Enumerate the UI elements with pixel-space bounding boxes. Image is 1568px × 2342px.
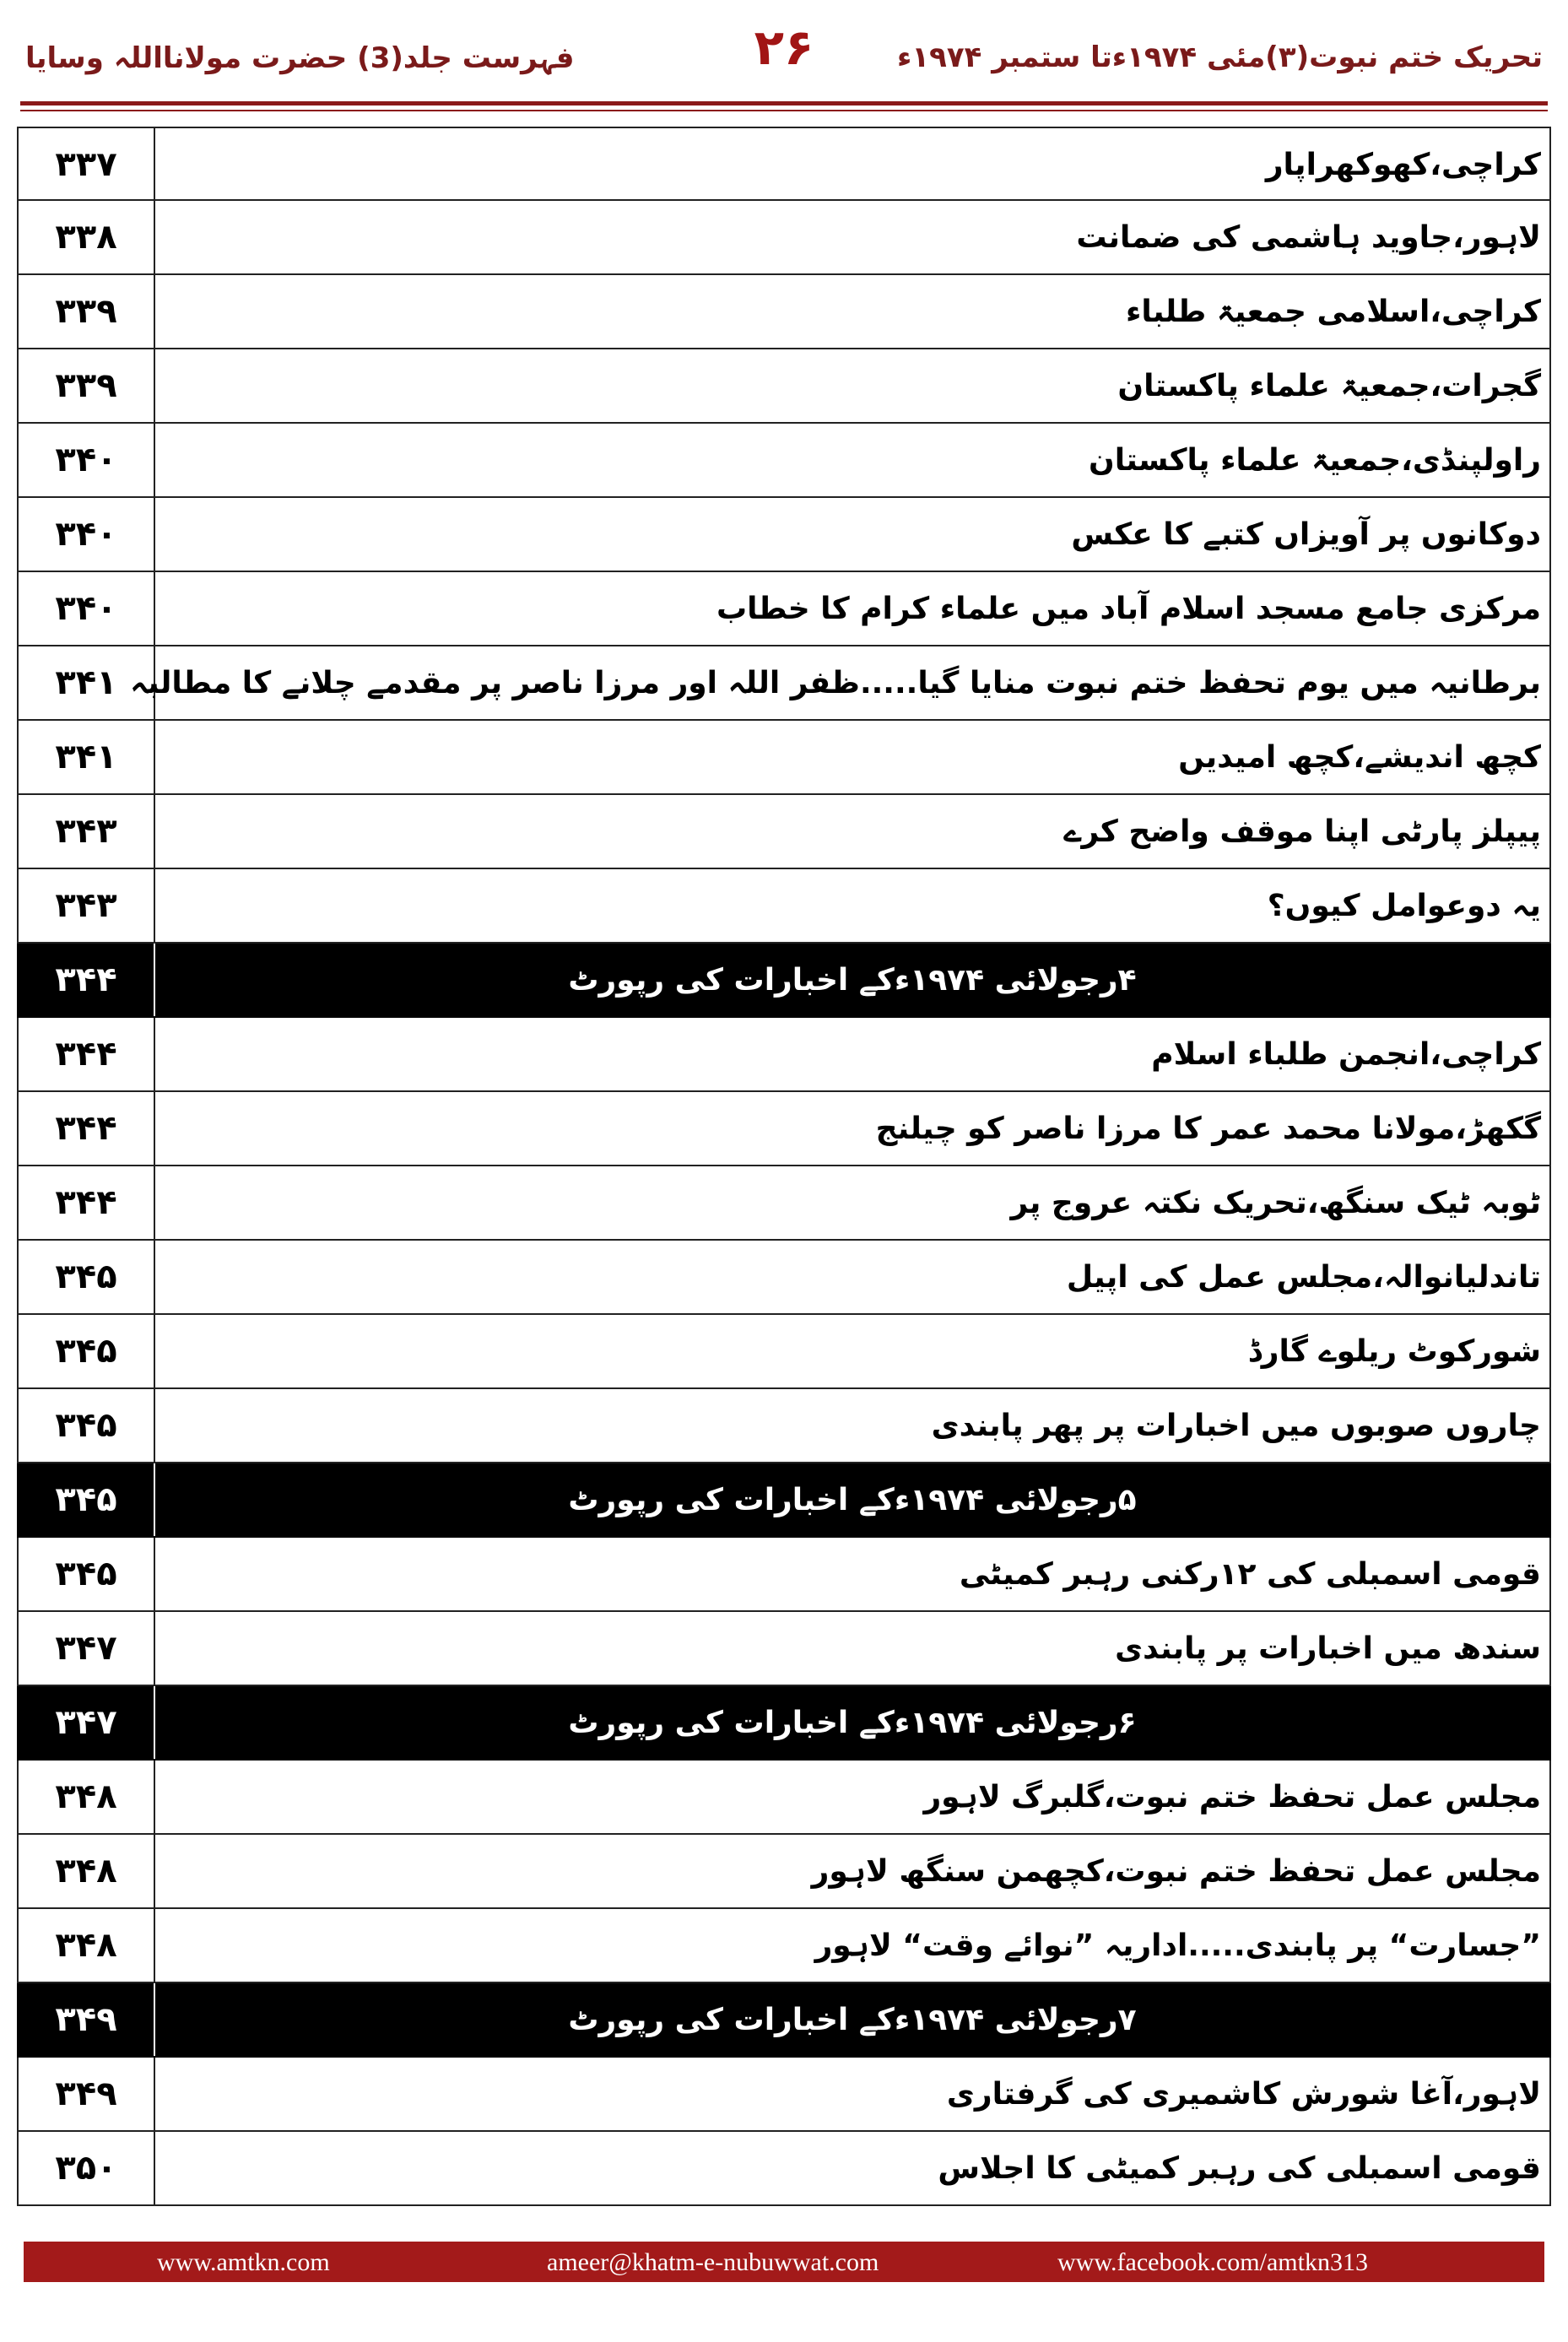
toc-page-number: ۳۴۸ xyxy=(19,1835,155,1907)
toc-title: قومی اسمبلی کی ۱۲رکنی رہبر کمیٹی xyxy=(959,1556,1541,1592)
toc-row[interactable] xyxy=(17,1612,1551,1686)
toc-page-number: ۳۴۹ xyxy=(19,2058,155,2130)
toc-title: تاندلیانوالہ،مجلس عمل کی اپیل xyxy=(1066,1259,1541,1295)
toc-title: یہ دوعوامل کیوں؟ xyxy=(1267,888,1541,923)
toc-row[interactable] xyxy=(17,127,1551,201)
toc-page-number: ۳۴۹ xyxy=(19,1983,155,2056)
toc-page-number: ۳۴۵ xyxy=(19,1463,155,1536)
toc-page-number: ۳۴۴ xyxy=(19,1018,155,1090)
header-volume-title: فہرست جلد(3) حضرت مولانااللہ وسایا xyxy=(25,41,575,75)
toc-page-number: ۳۴۱ xyxy=(19,721,155,793)
toc-title: ”جسارت“ پر پابندی.....اداریہ ”نوائے وقت“ لاہور xyxy=(814,1928,1541,1963)
toc-row[interactable] xyxy=(17,1241,1551,1315)
toc-row[interactable] xyxy=(17,498,1551,572)
toc-row[interactable] xyxy=(17,795,1551,869)
toc-row[interactable] xyxy=(17,646,1551,721)
toc-row[interactable] xyxy=(17,424,1551,498)
toc-page-number: ۳۴۵ xyxy=(19,1315,155,1387)
page-number: ۲۶ xyxy=(754,19,814,76)
section-header-row[interactable] xyxy=(17,1463,1551,1538)
toc-row[interactable] xyxy=(17,1018,1551,1092)
toc-row[interactable] xyxy=(17,1389,1551,1463)
toc-row[interactable] xyxy=(17,1909,1551,1983)
toc-row[interactable] xyxy=(17,572,1551,646)
toc-row[interactable] xyxy=(17,2132,1551,2206)
header-book-title: تحریک ختم نبوت(۳)مئی ۱۹۷۴ءتا ستمبر ۱۹۷۴ء xyxy=(896,41,1543,74)
toc-title: گجرات،جمعیۃ علماء پاکستان xyxy=(1117,368,1541,403)
toc-title: لاہور،جاوید ہاشمی کی ضمانت xyxy=(1076,219,1541,255)
toc-title: گکھڑ،مولانا محمد عمر کا مرزا ناصر کو چیلنج xyxy=(875,1111,1541,1146)
toc-page-number: ۳۴۷ xyxy=(19,1612,155,1685)
toc-page-number: ۳۳۷ xyxy=(19,128,155,201)
page-header xyxy=(0,0,1568,105)
toc-page-number: ۳۴۰ xyxy=(19,498,155,571)
section-title: ۶رجولائی ۱۹۷۴ءکے اخبارات کی رپورٹ xyxy=(568,1705,1137,1740)
footer-email-link[interactable]: ameer@khatm-e-nubuwwat.com xyxy=(547,2248,879,2276)
footer-facebook-link[interactable]: www.facebook.com/amtkn313 xyxy=(1057,2248,1368,2276)
toc-title: راولپنڈی،جمعیۃ علماء پاکستان xyxy=(1089,442,1541,478)
toc-page-number: ۳۳۹ xyxy=(19,275,155,348)
toc-page-number: ۳۴۰ xyxy=(19,424,155,496)
toc-title: ٹوبہ ٹیک سنگھ،تحریک نکتہ عروج پر xyxy=(1010,1185,1541,1220)
toc-page-number: ۳۴۰ xyxy=(19,572,155,645)
section-title: ۷رجولائی ۱۹۷۴ءکے اخبارات کی رپورٹ xyxy=(568,2002,1137,2037)
toc-title: کراچی،کھوکھراپار xyxy=(1265,147,1541,182)
toc-row[interactable] xyxy=(17,1538,1551,1612)
toc-row[interactable] xyxy=(17,1835,1551,1909)
toc-page-number: ۳۴۴ xyxy=(19,1166,155,1239)
header-divider xyxy=(20,101,1548,105)
toc-page-number: ۳۴۳ xyxy=(19,795,155,868)
toc-page-number: ۳۴۸ xyxy=(19,1909,155,1982)
toc-row[interactable] xyxy=(17,349,1551,424)
toc-row[interactable] xyxy=(17,1761,1551,1835)
section-title: ۵رجولائی ۱۹۷۴ءکے اخبارات کی رپورٹ xyxy=(568,1482,1137,1517)
toc-row[interactable] xyxy=(17,869,1551,944)
toc-title: دوکانوں پر آویزاں کتبے کا عکس xyxy=(1071,517,1541,552)
toc-page-number: ۳۴۵ xyxy=(19,1389,155,1462)
section-header-row[interactable] xyxy=(17,944,1551,1018)
toc-row[interactable] xyxy=(17,2058,1551,2132)
table-of-contents xyxy=(17,127,1551,2206)
toc-page-number: ۳۴۴ xyxy=(19,944,155,1016)
toc-page-number: ۳۳۸ xyxy=(19,201,155,273)
toc-page-number: ۳۴۷ xyxy=(19,1686,155,1759)
toc-title: مجلس عمل تحفظ ختم نبوت،کچھمن سنگھ لاہور xyxy=(811,1853,1541,1889)
toc-page-number: ۳۵۰ xyxy=(19,2132,155,2204)
toc-title: مرکزی جامع مسجد اسلام آباد میں علماء کرام کا خطاب xyxy=(716,591,1541,626)
toc-page-number: ۳۴۴ xyxy=(19,1092,155,1165)
toc-page-number: ۳۴۸ xyxy=(19,1761,155,1833)
toc-row[interactable] xyxy=(17,201,1551,275)
toc-title: لاہور،آغا شورش کاشمیری کی گرفتاری xyxy=(946,2076,1541,2112)
toc-page-number: ۳۴۵ xyxy=(19,1538,155,1610)
toc-title: پیپلز پارٹی اپنا موقف واضح کرے xyxy=(1063,814,1541,849)
page-footer xyxy=(24,2242,1544,2282)
toc-title: مجلس عمل تحفظ ختم نبوت،گلبرگ لاہور xyxy=(923,1779,1541,1815)
section-header-row[interactable] xyxy=(17,1686,1551,1761)
toc-row[interactable] xyxy=(17,1166,1551,1241)
toc-title: چاروں صوبوں میں اخبارات پر پھر پابندی xyxy=(931,1408,1541,1443)
toc-title: سندھ میں اخبارات پر پابندی xyxy=(1115,1631,1541,1666)
toc-page-number: ۳۴۵ xyxy=(19,1241,155,1313)
toc-row[interactable] xyxy=(17,1315,1551,1389)
toc-row[interactable] xyxy=(17,1092,1551,1166)
toc-page-number: ۳۳۹ xyxy=(19,349,155,422)
toc-row[interactable] xyxy=(17,275,1551,349)
header-divider-thin xyxy=(20,110,1548,111)
toc-title: شورکوٹ ریلوے گارڈ xyxy=(1247,1333,1541,1369)
section-header-row[interactable] xyxy=(17,1983,1551,2058)
toc-title: برطانیہ میں یوم تحفظ ختم نبوت منایا گیا.....ظفر اللہ اور مرزا ناصر پر مقدمے چلانے کا مطالبہ xyxy=(130,665,1541,700)
toc-title: کچھ اندیشے،کچھ امیدیں xyxy=(1178,739,1541,775)
section-title: ۴رجولائی ۱۹۷۴ءکے اخبارات کی رپورٹ xyxy=(568,962,1137,998)
toc-title: کراچی،اسلامی جمعیۃ طلباء xyxy=(1126,294,1541,329)
toc-title: قومی اسمبلی کی رہبر کمیٹی کا اجلاس xyxy=(938,2150,1541,2186)
toc-page-number: ۳۴۱ xyxy=(19,646,155,719)
toc-title: کراچی،انجمن طلباء اسلام xyxy=(1151,1036,1541,1072)
toc-row[interactable] xyxy=(17,721,1551,795)
toc-page-number: ۳۴۳ xyxy=(19,869,155,942)
footer-website-link[interactable]: www.amtkn.com xyxy=(157,2248,330,2276)
